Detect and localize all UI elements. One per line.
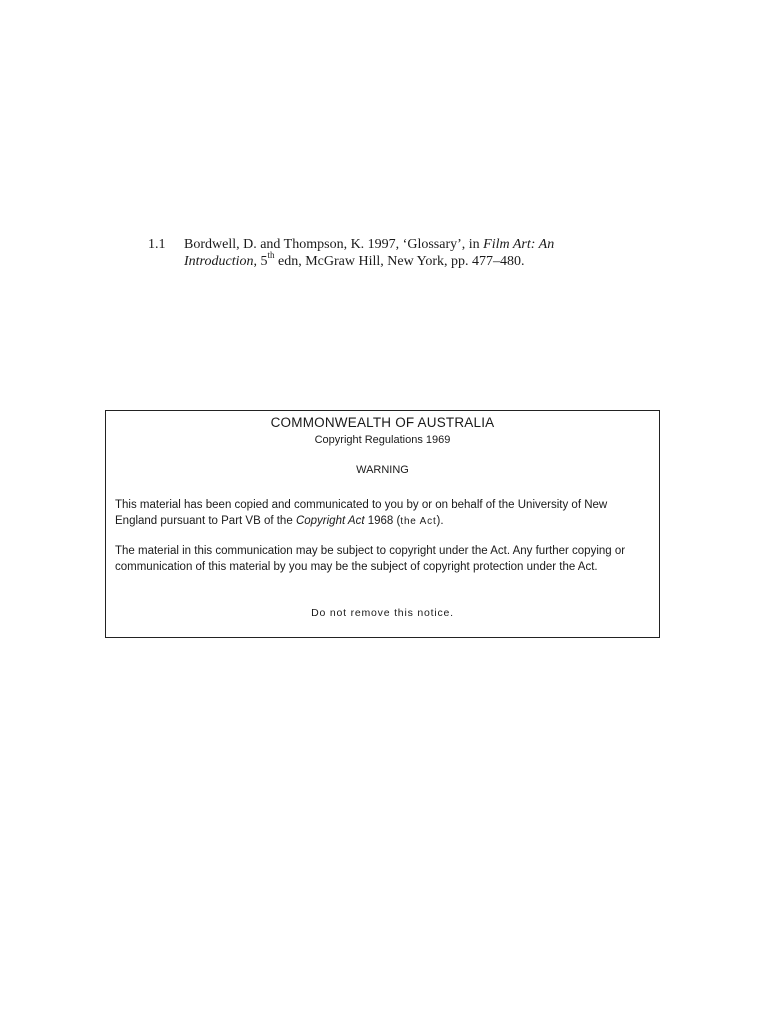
notice-paragraph-2: The material in this communication may be subject to copyright under the Act. Any further copying or communication of this material by you may be the subject of copyright protection under the Act. bbox=[115, 545, 626, 573]
reference-publication-details: edn, McGraw Hill, New York, pp. 477–480. bbox=[274, 254, 525, 269]
notice-title: COMMONWEALTH OF AUSTRALIA bbox=[270, 415, 495, 430]
notice-paragraph-1 bbox=[115, 497, 650, 530]
notice-para1-end: ). bbox=[436, 515, 444, 527]
reference-book-title-part1: Film Art: An bbox=[483, 237, 555, 252]
notice-the-act: the Act bbox=[400, 516, 437, 527]
reference-line-1 bbox=[148, 236, 628, 253]
notice-subtitle: Copyright Regulations 1969 bbox=[314, 434, 451, 446]
reference-number: 1.1 bbox=[148, 237, 166, 252]
reference-line-2 bbox=[148, 250, 628, 270]
reference-entry bbox=[148, 236, 628, 270]
notice-act-year: 1968 ( bbox=[364, 515, 401, 527]
notice-act-title: Copyright Act bbox=[295, 515, 365, 527]
reference-citation-text: Bordwell, D. and Thompson, K. 1997, ‘Glossary’, in bbox=[184, 237, 484, 252]
reference-edition-number: , 5 bbox=[253, 254, 268, 269]
notice-para1-lead: This material has been copied and communicated to you by or on behalf of the University of New England pursuant to Part VB of the bbox=[115, 499, 608, 527]
reference-edition-suffix: th bbox=[267, 250, 275, 261]
notice-footer: Do not remove this notice. bbox=[311, 607, 454, 619]
notice-warning-heading: WARNING bbox=[356, 464, 409, 476]
copyright-notice-box bbox=[105, 410, 660, 638]
reference-book-title-part2: Introduction bbox=[184, 254, 254, 269]
